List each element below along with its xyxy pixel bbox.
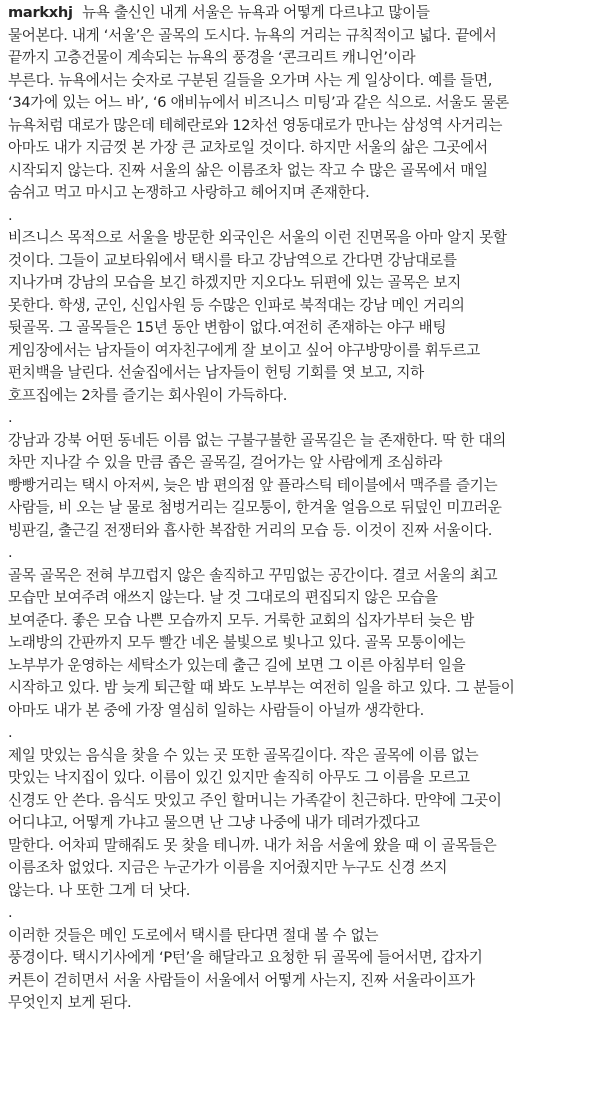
caption-line: 노래방의 간판까지 모두 빨간 네온 불빛으로 빛나고 있다. 골목 모퉁이에는 xyxy=(8,634,466,651)
caption-line: 모습만 보여주려 애쓰지 않는다. 날 것 그대로의 편집되지 않은 모습을 xyxy=(8,589,438,606)
caption-line: 노부부가 운영하는 세탁소가 있는데 출근 길에 보면 그 이른 아침부터 일을 xyxy=(8,656,466,674)
caption-line: 커튼이 걷히면서 서울 사람들이 서울에서 어떻게 사는지, 진짜 서울라이프가 xyxy=(8,971,475,989)
caption-line: 강남과 강북 어떤 동네든 이름 없는 구불구불한 골목길은 늘 존재한다. 딱 한 대의 xyxy=(8,431,506,449)
caption-paragraph-1 xyxy=(8,2,592,205)
caption-line: 사람들, 비 오는 날 물로 첨벙거리는 길모퉁이, 한겨울 얼음으로 뒤덮인 미끄러운 xyxy=(8,499,502,516)
caption-line: 것이다. 그들이 교보타워에서 택시를 타고 강남역으로 간다면 강남대로를 xyxy=(8,251,457,269)
caption-paragraph-5 xyxy=(8,745,592,903)
caption-line: 골목 골목은 전혀 부끄럽지 않은 솔직하고 꾸밈없는 공간이다. 결코 서울의 최고 xyxy=(8,566,498,584)
caption-line: 끝까지 고층건물이 계속되는 뉴욕의 풍경을 ‘콘크리트 캐니언’이라 xyxy=(8,49,416,66)
caption-line: 아마도 내가 본 중에 가장 열심히 일하는 사람들이 아닐까 생각한다. xyxy=(8,701,424,719)
caption-paragraph-3 xyxy=(8,430,592,543)
caption-line: 맛있는 낙지집이 있다. 이름이 있긴 있지만 솔직히 아무도 그 이름을 모르고 xyxy=(8,769,470,786)
caption-paragraph-4 xyxy=(8,565,592,723)
caption-line: 시작하고 있다. 밤 늦게 퇴근할 때 봐도 노부부는 여전히 일을 하고 있다. 그 분들이 xyxy=(8,679,515,696)
caption-line: 이름조차 없었다. 지금은 누군가가 이름을 지어줬지만 누구도 신경 쓰지 xyxy=(8,859,448,876)
username-link[interactable]: markxhj xyxy=(8,4,73,21)
caption-line: 이러한 것들은 메인 도로에서 택시를 탄다면 절대 볼 수 없는 xyxy=(8,926,379,944)
caption-line: 보여준다. 좋은 모습 나쁜 모습까지 모두. 거룩한 교회의 십자가부터 늦은 밤 xyxy=(8,611,474,629)
paragraph-separator: . xyxy=(8,544,13,561)
caption-text: 뉴욕 출신인 내게 서울은 뉴욕과 어떻게 다르냐고 많이들 xyxy=(77,4,430,21)
caption-line: 제일 맛있는 음식을 찾을 수 있는 곳 또한 골목길이다. 작은 골목에 이름 없는 xyxy=(8,746,479,764)
caption-line: 차만 지나갈 수 있을 만큼 좁은 골목길, 걸어가는 앞 사람에게 조심하라 xyxy=(8,454,443,471)
caption-line: 못한다. 학생, 군인, 신입사원 등 수많은 인파로 북적대는 강남 메인 거리의 xyxy=(8,296,465,314)
paragraph-separator: . xyxy=(8,904,13,921)
caption-line: 빙판길, 출근길 전쟁터와 흡사한 복잡한 거리의 모습 등. 이것이 진짜 서울이다. xyxy=(8,521,493,539)
caption-line: 시작되지 않는다. 진짜 서울의 삶은 이름조차 없는 작고 수 많은 골목에서 매일 xyxy=(8,161,488,179)
caption-line: 뒷골목. 그 골목들은 15년 동안 변함이 없다.여전히 존재하는 야구 배팅 xyxy=(8,319,447,336)
caption-line: 호프집에는 2차를 즐기는 회사원이 가득하다. xyxy=(8,386,288,404)
caption-line: 빵빵거리는 택시 아저씨, 늦은 밤 편의점 앞 플라스틱 테이블에서 맥주를 즐기는 xyxy=(8,476,498,494)
caption-line: 물어본다. 내게 ‘서울’은 골목의 도시다. 뉴욕의 거리는 규칙적이고 넓다. 끝에서 xyxy=(8,26,497,44)
caption-line: ‘34가에 있는 어느 바’, ‘6 애비뉴에서 비즈니스 미팅’과 같은 식으로. 서울도 물론 xyxy=(8,94,509,111)
caption-line: 무엇인지 보게 된다. xyxy=(8,994,132,1011)
caption-line: 아마도 내가 지금껏 본 가장 큰 교차로일 것이다. 하지만 서울의 삶은 그곳에서 xyxy=(8,139,488,156)
caption-line: 숨쉬고 먹고 마시고 논쟁하고 사랑하고 헤어지며 존재한다. xyxy=(8,184,370,201)
caption-line: 않는다. 나 또한 그게 더 낫다. xyxy=(8,881,191,899)
caption-line: 부른다. 뉴욕에서는 숫자로 구분된 길들을 오가며 사는 게 일상이다. 예를 들면, xyxy=(8,71,493,89)
caption-line: 게임장에서는 남자들이 여자친구에게 잘 보이고 싶어 야구방망이를 휘두르고 xyxy=(8,341,480,359)
caption-line: 지나가며 강남의 모습을 보긴 하겠지만 지오다노 뒤편에 있는 골목은 보지 xyxy=(8,274,461,291)
caption-line: 말한다. 어차피 말해줘도 못 찾을 테니까. 내가 처음 서울에 왔을 때 이 골목들은 xyxy=(8,836,497,854)
caption-line: 어디냐고, 어떻게 가냐고 물으면 난 그냥 나중에 내가 데려가겠다고 xyxy=(8,814,420,831)
caption-paragraph-2 xyxy=(8,227,592,407)
caption-line xyxy=(8,2,592,25)
caption-line: 신경도 안 쓴다. 음식도 맛있고 주인 할머니는 가족같이 친근하다. 만약에 그곳이 xyxy=(8,791,502,809)
caption-paragraph-6 xyxy=(8,925,592,1015)
paragraph-separator: . xyxy=(8,409,13,426)
caption-line: 풍경이다. 택시기사에게 ‘P턴’을 해달라고 요청한 뒤 골목에 들어서면, 갑자기 xyxy=(8,949,483,966)
caption-line: 펀치백을 날린다. 선술집에서는 남자들이 헌팅 기회를 엿 보고, 지하 xyxy=(8,364,424,381)
caption-line: 뉴욕처럼 대로가 많은데 테헤란로와 12차선 영동대로가 만나는 삼성역 사거리는 xyxy=(8,116,503,134)
paragraph-separator: . xyxy=(8,206,13,224)
caption-line: 비즈니스 목적으로 서울을 방문한 외국인은 서울의 이런 진면목을 아마 알지 못할 xyxy=(8,229,507,246)
paragraph-separator: . xyxy=(8,724,13,741)
